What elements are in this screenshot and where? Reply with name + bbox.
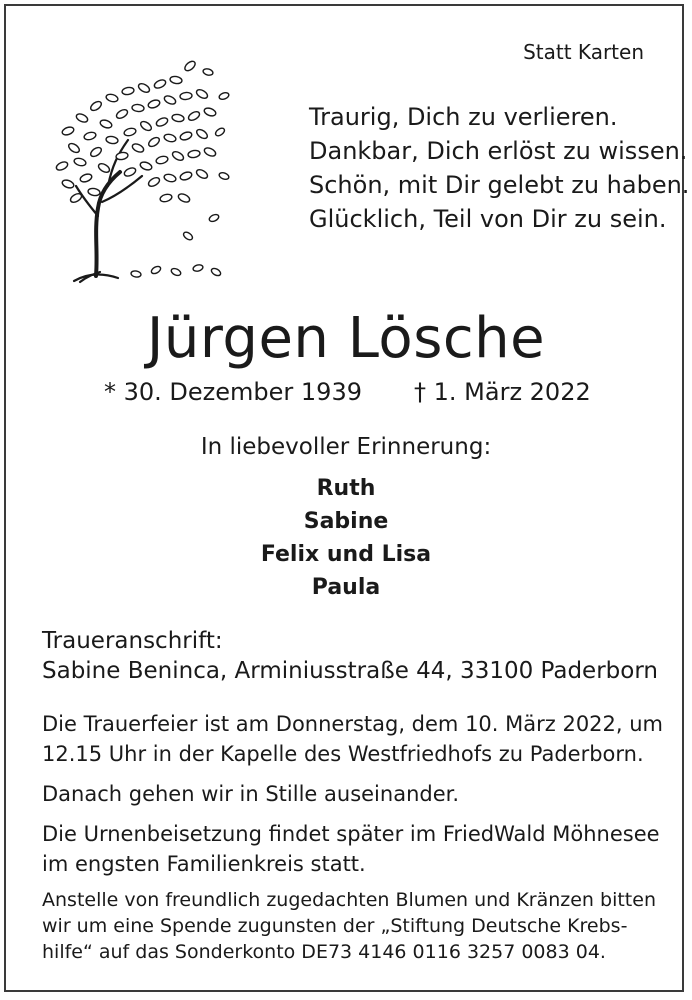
birth-date: * 30. Dezember 1939 (104, 378, 362, 406)
death-date: † 1. März 2022 (414, 378, 591, 406)
poem-line: Schön, mit Dir gelebt zu haben. (309, 171, 690, 199)
poem-line: Traurig, Dich zu verlieren. (309, 103, 618, 131)
donation-line: hilfe“ auf das Sonderkonto DE73 4146 0116 3257 0083 04. (42, 941, 606, 963)
mourner-name: Ruth (316, 476, 376, 501)
obituary-notice (4, 4, 690, 992)
service-paragraph (42, 709, 672, 769)
mourning-address: Sabine Beninca, Arminiusstraße 44, 33100 Paderborn (42, 658, 658, 684)
donation-line: wir um eine Spende zugunsten der „Stiftung Deutsche Krebs- (42, 915, 628, 937)
mourner-name: Paula (311, 575, 381, 600)
memory-line: In liebevoller Erinnerung: (200, 434, 492, 460)
service-line: 12.15 Uhr in der Kapelle des Westfriedhofs zu Paderborn. (42, 742, 644, 766)
deceased-name: Jürgen Lösche (146, 306, 546, 371)
donation-line: Anstelle von freundlich zugedachten Blumen und Kränzen bitten (42, 889, 656, 911)
mourner-name: Sabine (303, 509, 389, 534)
mourners-list (6, 472, 686, 604)
urn-paragraph (42, 819, 672, 879)
urn-line: Die Urnenbeisetzung findet später im FriedWald Möhnesee (42, 822, 660, 846)
after-service-line: Danach gehen wir in Stille auseinander. (42, 782, 460, 806)
address-label: Traueranschrift: (42, 628, 223, 654)
header-note: Statt Karten (523, 40, 644, 64)
donation-paragraph (42, 887, 672, 965)
poem (309, 100, 689, 236)
mourner-name: Felix und Lisa (260, 542, 432, 567)
poem-line: Dankbar, Dich erlöst zu wissen. (309, 137, 688, 165)
service-line: Die Trauerfeier ist am Donnerstag, dem 10. März 2022, um (42, 712, 664, 736)
windblown-tree-icon (38, 36, 238, 286)
poem-line: Glücklich, Teil von Dir zu sein. (309, 205, 667, 233)
urn-line: im engsten Familienkreis statt. (42, 852, 366, 876)
